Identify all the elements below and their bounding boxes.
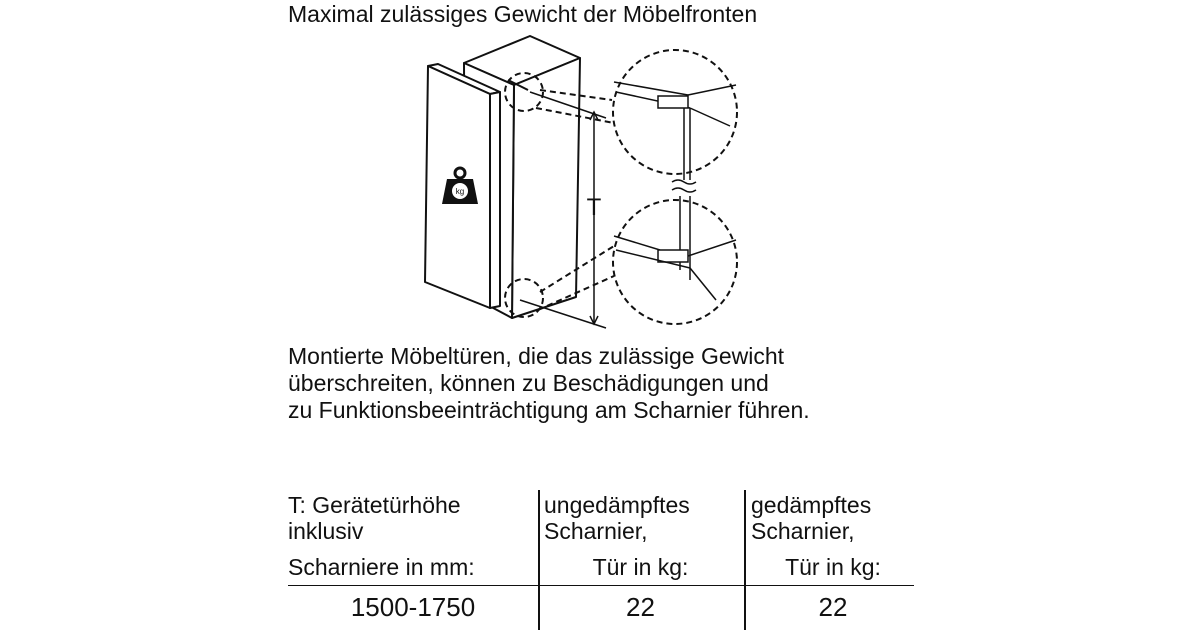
- header-height-line1: T: Gerätetürhöhe: [288, 492, 461, 518]
- header-undamped-line3: Tür in kg:: [592, 554, 689, 580]
- warning-line: überschreiten, können zu Beschädigungen und: [288, 370, 769, 396]
- cell-height-range: 1500-1750: [350, 592, 476, 622]
- bottom-detail-hinge: [614, 196, 736, 300]
- header-height-line2: inklusiv: [288, 518, 364, 544]
- header-divider: [288, 585, 914, 586]
- header-damped-line2: Scharnier,: [751, 518, 855, 544]
- header-undamped-line1: ungedämpftes: [544, 492, 690, 518]
- header-damped-line1: gedämpftes: [751, 492, 872, 518]
- weight-table: [288, 490, 914, 630]
- installation-diagram: [400, 30, 760, 340]
- header-height-line3: Scharniere in mm:: [288, 554, 475, 580]
- weight-label: kg: [455, 187, 465, 196]
- break-mark: [672, 180, 696, 192]
- warning-line: zu Funktionsbeeinträchtigung am Scharnier führen.: [288, 397, 810, 423]
- header-undamped-line2: Scharnier,: [544, 518, 648, 544]
- warning-text: [288, 343, 810, 424]
- cell-undamped-weight: 22: [626, 592, 655, 622]
- warning-line: Montierte Möbeltüren, die das zulässige Gewicht: [288, 343, 785, 369]
- page-title: Maximal zulässiges Gewicht der Möbelfronten: [288, 1, 758, 27]
- header-damped-line3: Tür in kg:: [785, 554, 881, 580]
- top-detail-hinge: [614, 82, 736, 180]
- top-hinge-detail: [613, 50, 737, 174]
- dimension-label: T: [586, 194, 602, 221]
- cell-damped-weight: 22: [818, 592, 848, 622]
